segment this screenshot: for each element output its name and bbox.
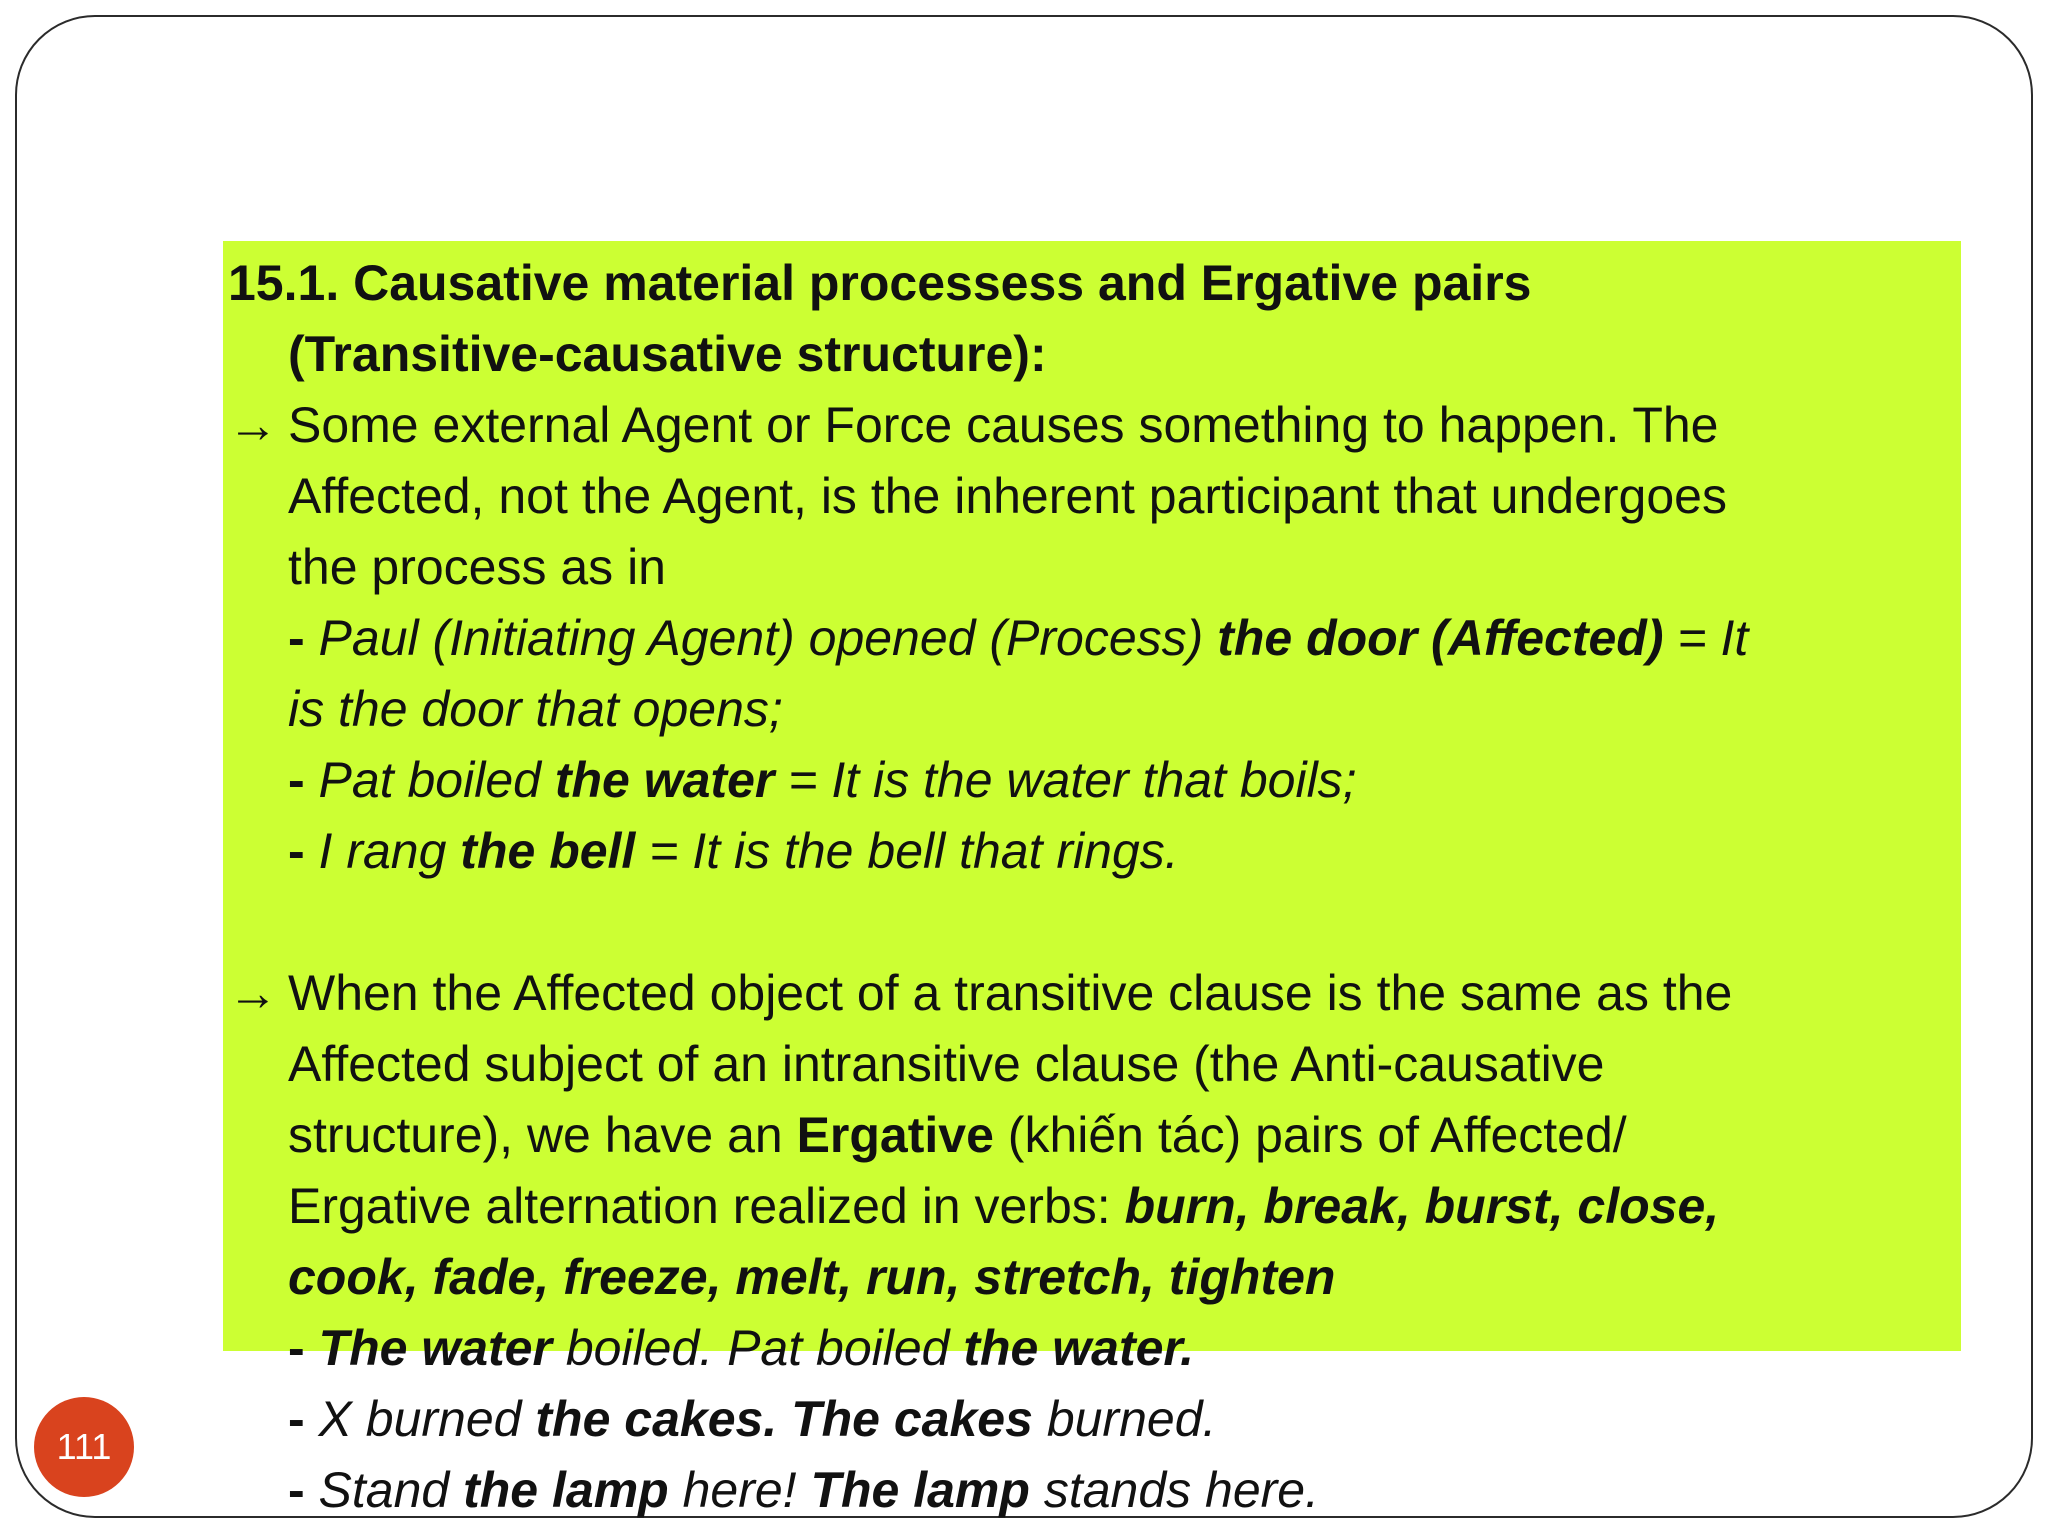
- page-number: 111: [56, 1426, 112, 1467]
- paragraph-1-line-3: the process as in: [288, 539, 666, 595]
- paragraph-1: [228, 390, 1928, 461]
- example-6-bold-1: the lamp: [463, 1462, 669, 1518]
- paragraph-2-verbs-1: burn, break, burst, close,: [1124, 1178, 1720, 1234]
- example-1-text-2: = It: [1663, 610, 1749, 666]
- paragraph-2-line-4a: Ergative alternation realized in verbs:: [288, 1178, 1125, 1234]
- example-2-text-2: = It is the water that boils;: [774, 752, 1357, 808]
- paragraph-2-line-3a: structure), we have an: [288, 1107, 797, 1163]
- paragraph-2-verbs-2: cook, fade, freeze, melt, run, stretch, tighten: [288, 1249, 1336, 1305]
- example-2-text-1: Pat boiled: [318, 752, 555, 808]
- example-3: [228, 816, 1928, 887]
- example-6-bold-2: The lamp: [810, 1462, 1030, 1518]
- example-4-dash: -: [288, 1320, 319, 1376]
- paragraph-1-line-1: Some external Agent or Force causes something to happen. The: [288, 397, 1719, 453]
- paragraph-2-line-1: When the Affected object of a transitive clause is the same as the: [288, 965, 1733, 1021]
- example-6-dash: -: [288, 1462, 319, 1518]
- slide-heading: [228, 248, 1928, 319]
- example-1-bold: the door (Affected): [1217, 610, 1664, 666]
- paragraph-2: [228, 958, 1928, 1029]
- example-3-text-1: I rang: [318, 823, 461, 879]
- heading-line-1: 15.1. Causative material processess and Ergative pairs: [228, 255, 1532, 311]
- example-1: [228, 603, 1928, 674]
- example-2-bold: the water: [554, 752, 775, 808]
- paragraph-2-line-5-row: [228, 1242, 1928, 1313]
- paragraph-2-ergative-term: Ergative: [796, 1107, 994, 1163]
- example-6: [228, 1455, 1928, 1526]
- arrow-right-icon: →: [228, 397, 278, 453]
- example-6-text-2: here!: [668, 1462, 811, 1518]
- paragraph-2-line-2-row: [228, 1029, 1928, 1100]
- example-5-bold-1: the cakes. The cakes: [535, 1391, 1033, 1447]
- example-5-dash: -: [288, 1391, 319, 1447]
- example-6-text-1: Stand: [318, 1462, 464, 1518]
- arrow-right-icon: →: [228, 965, 278, 1021]
- example-5: [228, 1384, 1928, 1455]
- example-1-line-2: is the door that opens;: [288, 681, 783, 737]
- example-2: [228, 745, 1928, 816]
- example-3-dash: -: [288, 823, 319, 879]
- example-6-text-3: stands here.: [1029, 1462, 1319, 1518]
- heading-line-2: (Transitive-causative structure):: [288, 326, 1047, 382]
- paragraph-1-line-2: Affected, not the Agent, is the inherent participant that undergoes: [288, 468, 1727, 524]
- example-4-bold-1: The water: [318, 1320, 552, 1376]
- paragraph-2-line-3-row: [228, 1100, 1928, 1171]
- spacer: [228, 887, 1928, 958]
- example-1-continued: [228, 674, 1928, 745]
- slide-heading-continued: [228, 319, 1928, 390]
- example-3-bold: the bell: [460, 823, 636, 879]
- example-4-bold-2: the water.: [963, 1320, 1194, 1376]
- example-3-text-2: = It is the bell that rings.: [635, 823, 1179, 879]
- paragraph-1-line-3-row: [228, 532, 1928, 603]
- slide-content: [228, 248, 1928, 1526]
- example-5-text-1: X burned: [318, 1391, 536, 1447]
- example-1-text-1: Paul (Initiating Agent) opened (Process): [318, 610, 1218, 666]
- example-4-text-1: boiled. Pat boiled: [551, 1320, 964, 1376]
- paragraph-2-line-3b: (khiến tác) pairs of Affected/: [993, 1107, 1627, 1163]
- example-4: [228, 1313, 1928, 1384]
- paragraph-1-line-2-row: [228, 461, 1928, 532]
- example-1-dash: -: [288, 610, 319, 666]
- paragraph-2-line-4-row: [228, 1171, 1928, 1242]
- paragraph-2-line-2: Affected subject of an intransitive clause (the Anti-causative: [288, 1036, 1605, 1092]
- example-5-text-2: burned.: [1032, 1391, 1217, 1447]
- example-2-dash: -: [288, 752, 319, 808]
- page-number-badge: [34, 1397, 134, 1497]
